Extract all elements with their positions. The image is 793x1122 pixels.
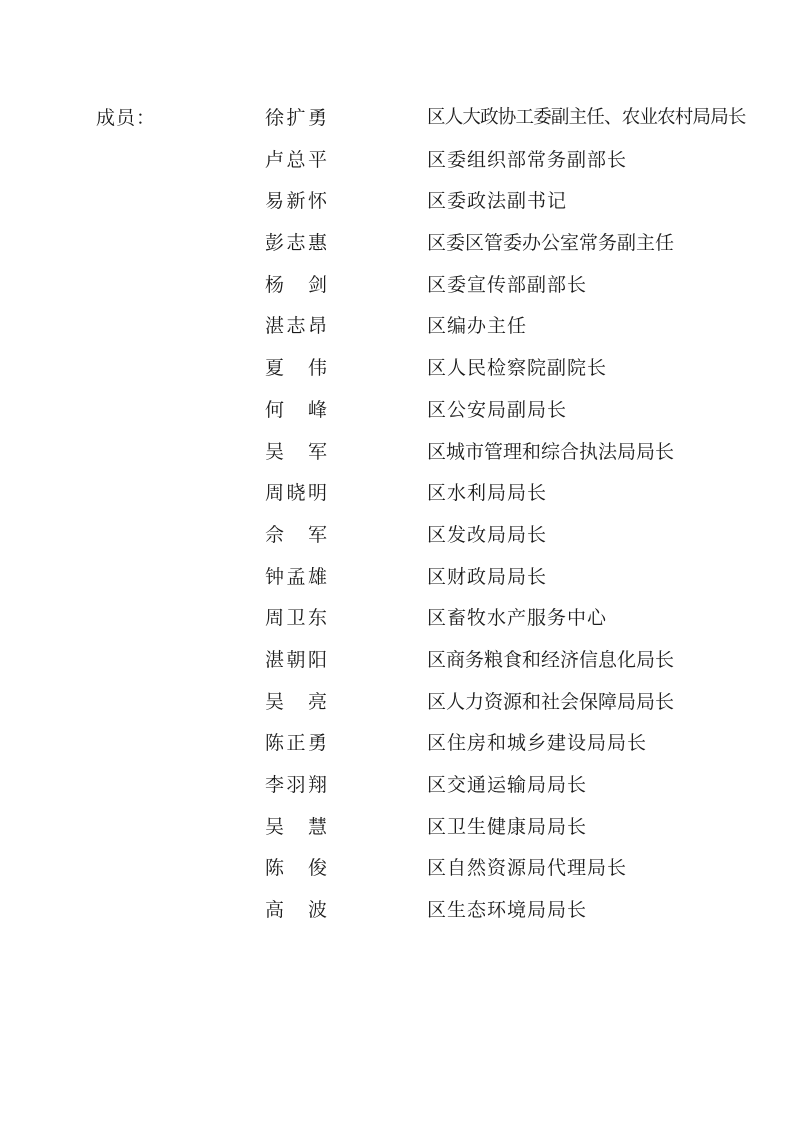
member-title: 区畜牧水产服务中心 xyxy=(427,607,608,630)
member-name: 湛 志 昂 xyxy=(265,315,327,338)
member-title: 区城市管理和综合执法局局长 xyxy=(427,440,675,463)
member-name: 陈 俊 xyxy=(265,857,327,880)
member-title: 区人大政协工委副主任、农业农村局局长 xyxy=(427,107,746,128)
member-title: 区委组织部常务副部长 xyxy=(427,148,628,171)
member-name: 彭 志 惠 xyxy=(265,232,327,255)
member-row xyxy=(0,354,793,396)
member-row xyxy=(0,312,793,354)
member-name: 卢 总 平 xyxy=(265,148,327,171)
member-list xyxy=(0,104,793,938)
member-row xyxy=(0,729,793,771)
member-row xyxy=(0,896,793,938)
member-title: 区委区管委办公室常务副主任 xyxy=(427,232,675,255)
member-row xyxy=(0,187,793,229)
member-row xyxy=(0,479,793,521)
member-name: 陈 正 勇 xyxy=(265,732,327,755)
member-row xyxy=(0,229,793,271)
member-name: 夏 伟 xyxy=(265,357,327,380)
member-name: 周 卫 东 xyxy=(265,607,327,630)
member-row xyxy=(0,438,793,480)
members-label: 成员： xyxy=(96,107,157,129)
member-title: 区财政局局长 xyxy=(427,565,548,588)
member-row xyxy=(0,646,793,688)
member-title: 区委政法副书记 xyxy=(427,190,568,213)
member-row xyxy=(0,521,793,563)
member-title: 区人民检察院副院长 xyxy=(427,357,608,380)
member-title: 区卫生健康局局长 xyxy=(427,815,588,838)
member-row xyxy=(0,271,793,313)
member-name: 杨 剑 xyxy=(265,273,327,296)
member-name: 徐 扩 勇 xyxy=(265,107,327,129)
member-name: 周 晓 明 xyxy=(265,482,327,505)
member-title: 区发改局局长 xyxy=(427,523,548,546)
member-row xyxy=(0,396,793,438)
member-row xyxy=(0,563,793,605)
member-title: 区水利局局长 xyxy=(427,482,548,505)
member-row xyxy=(0,771,793,813)
member-name: 钟 孟 雄 xyxy=(265,565,327,588)
member-name: 易 新 怀 xyxy=(265,190,327,213)
member-name: 吴 军 xyxy=(265,440,327,463)
member-row xyxy=(0,104,793,146)
member-title: 区公安局副局长 xyxy=(427,398,568,421)
member-row xyxy=(0,146,793,188)
member-title: 区生态环境局局长 xyxy=(427,899,588,922)
member-name: 何 峰 xyxy=(265,398,327,421)
member-title: 区编办主任 xyxy=(427,315,528,338)
member-title: 区商务粮食和经济信息化局长 xyxy=(427,648,675,671)
member-name: 高 波 xyxy=(265,899,327,922)
member-title: 区委宣传部副部长 xyxy=(427,273,588,296)
member-name: 吴 慧 xyxy=(265,815,327,838)
member-title: 区住房和城乡建设局局长 xyxy=(427,732,648,755)
member-title: 区自然资源局代理局长 xyxy=(427,857,628,880)
member-title: 区交通运输局局长 xyxy=(427,774,588,796)
member-name: 佘 军 xyxy=(265,523,327,546)
member-name: 李 羽 翔 xyxy=(265,774,327,796)
member-row xyxy=(0,688,793,730)
member-title: 区人力资源和社会保障局局长 xyxy=(427,690,675,713)
member-row xyxy=(0,604,793,646)
member-row xyxy=(0,813,793,855)
member-row xyxy=(0,854,793,896)
member-name: 吴 亮 xyxy=(265,690,327,713)
member-name: 湛 朝 阳 xyxy=(265,648,327,671)
